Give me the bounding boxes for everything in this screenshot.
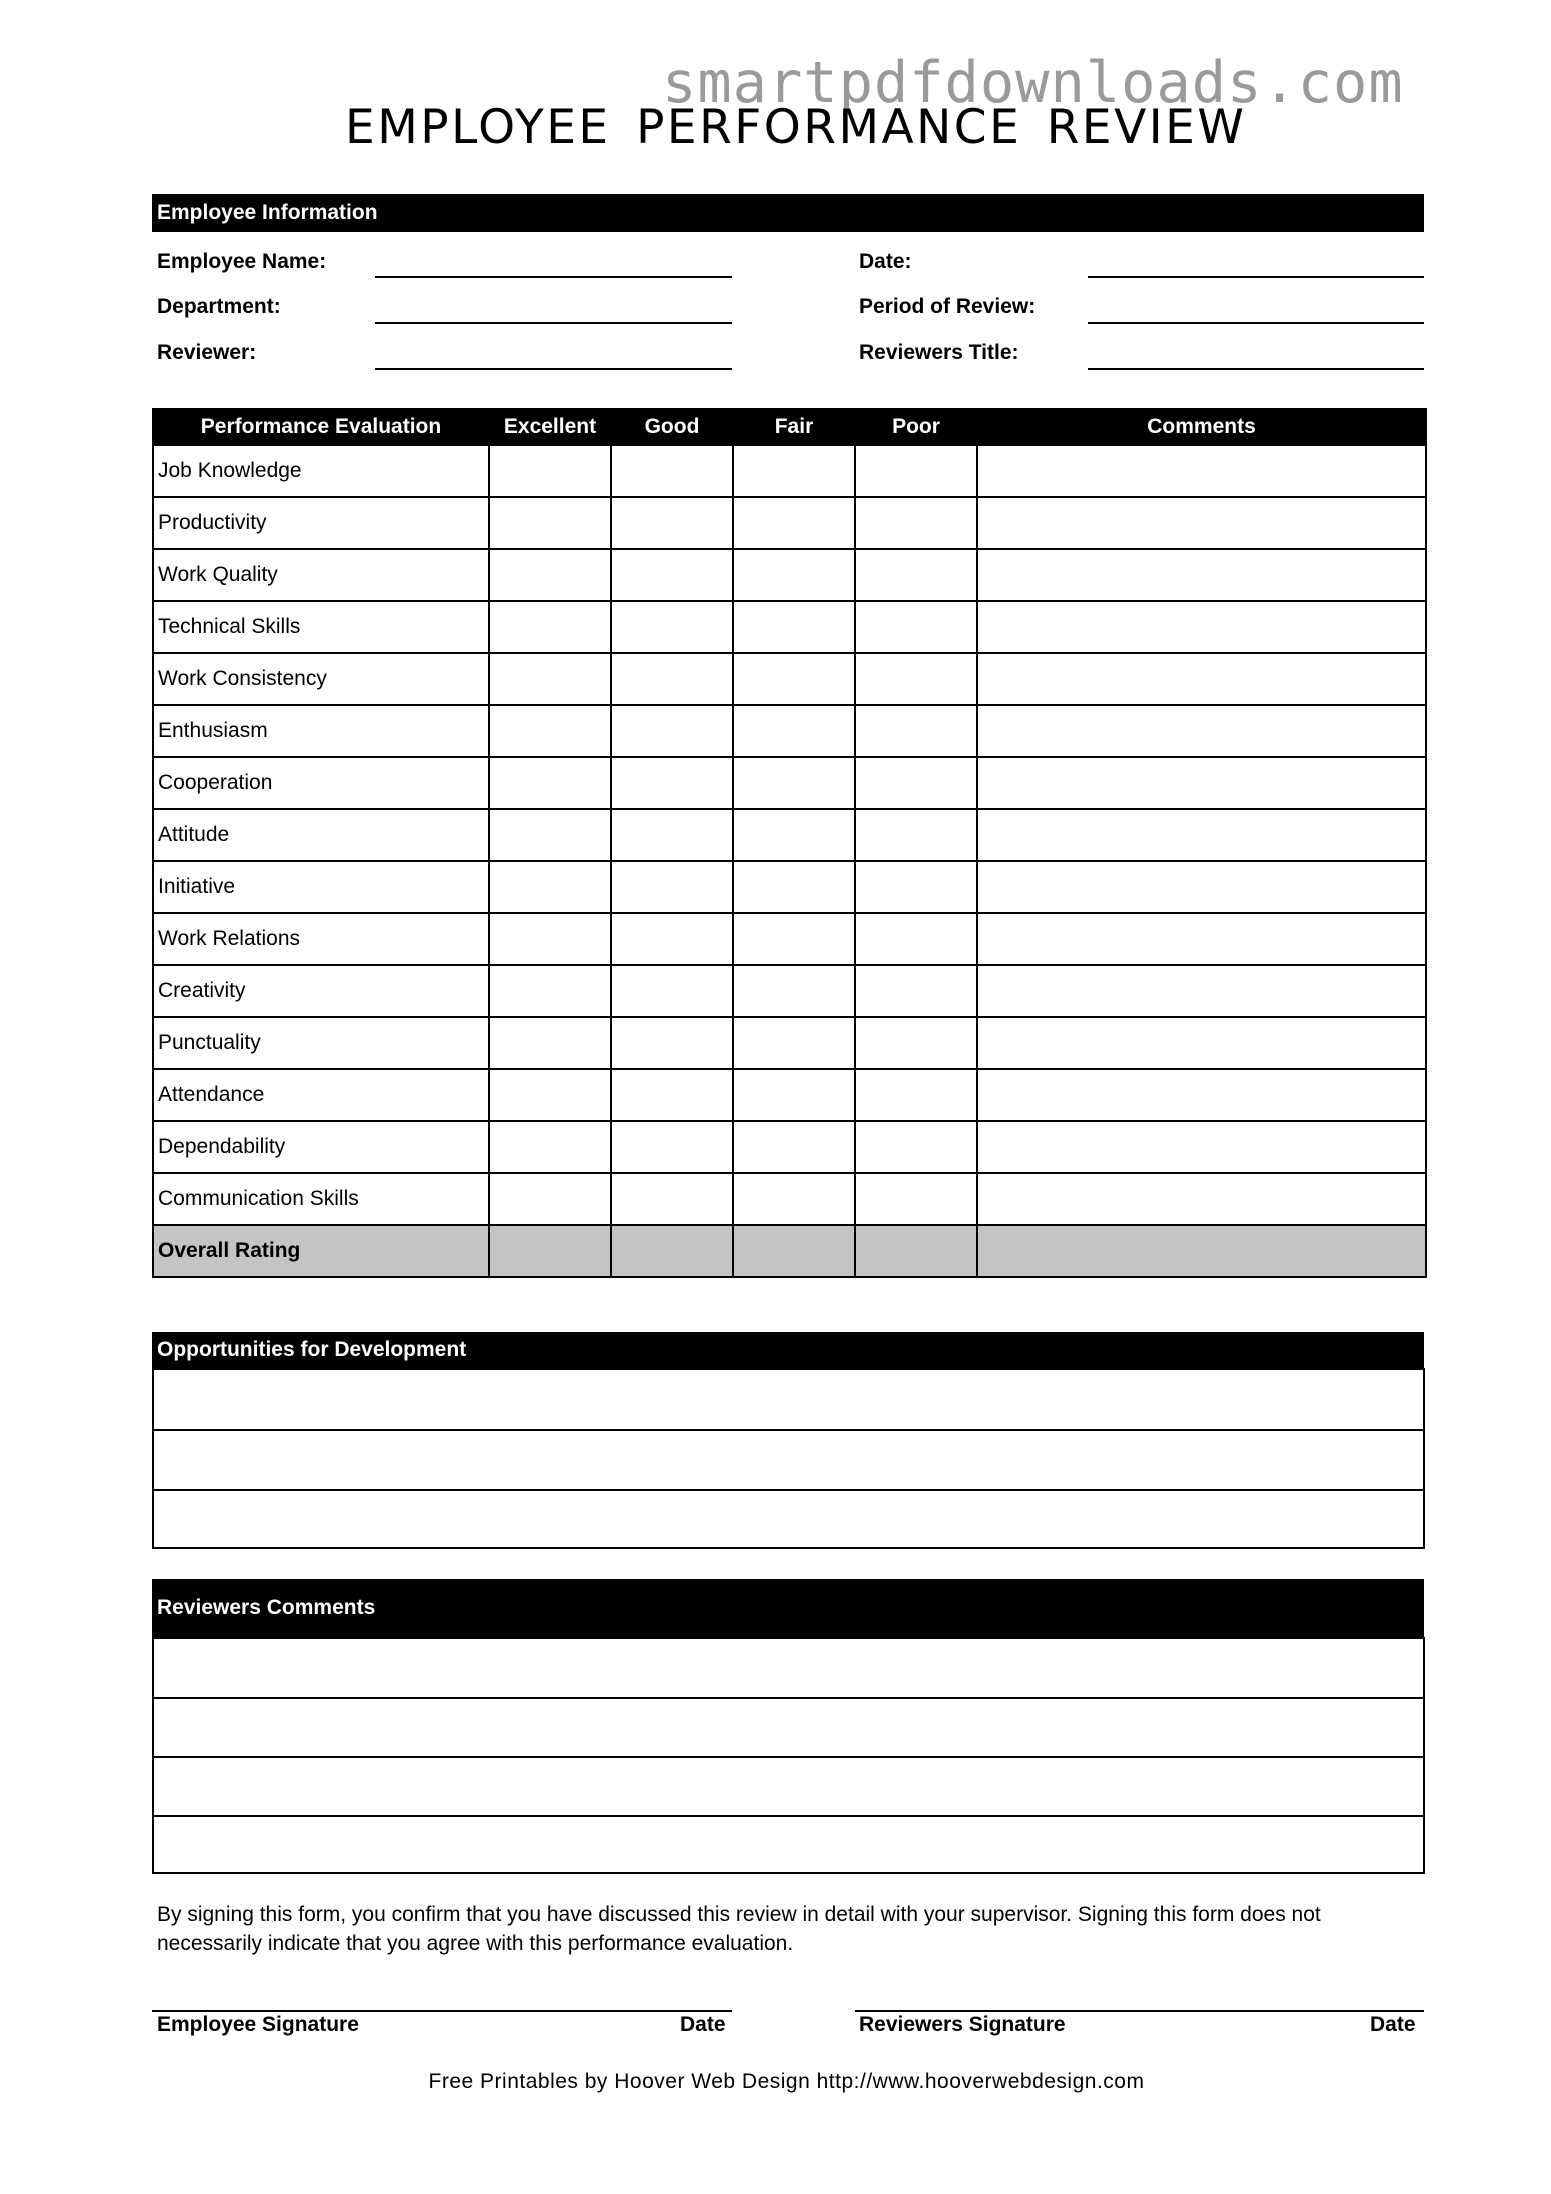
criterion-label: Dependability (153, 1121, 489, 1173)
fair-rating-cell[interactable] (733, 653, 855, 705)
criterion-label: Technical Skills (153, 601, 489, 653)
employee-signature-line[interactable] (152, 2010, 732, 2012)
fair-rating-cell[interactable] (733, 445, 855, 497)
fair-rating-cell[interactable] (733, 861, 855, 913)
fair-rating-cell[interactable] (733, 549, 855, 601)
comments-rating-cell[interactable] (977, 653, 1426, 705)
performance-evaluation-table (152, 408, 1427, 1278)
fair-rating-cell[interactable] (733, 1173, 855, 1225)
table-row (153, 1121, 1426, 1173)
development-header: Opportunities for Development (152, 1332, 1424, 1368)
good-rating-cell[interactable] (611, 913, 733, 965)
table-row (153, 653, 1426, 705)
comments-rating-cell[interactable] (977, 705, 1426, 757)
date-label: Date: (859, 250, 912, 273)
excellent-rating-cell[interactable] (489, 861, 611, 913)
reviewer-comment-line[interactable] (154, 1639, 1423, 1697)
comments-rating-cell[interactable] (977, 757, 1426, 809)
reviewer-comments-box (152, 1637, 1425, 1874)
excellent-rating-cell[interactable] (489, 653, 611, 705)
excellent-rating-cell[interactable] (489, 1017, 611, 1069)
excellent-rating-cell[interactable] (489, 445, 611, 497)
good-rating-cell[interactable] (611, 1173, 733, 1225)
table-header-row (153, 409, 1426, 445)
poor-rating-cell[interactable] (855, 1069, 977, 1121)
page-title: EMPLOYEE PERFORMANCE REVIEW (345, 100, 1247, 155)
excellent-rating-cell[interactable] (489, 497, 611, 549)
reviewer-field[interactable] (375, 368, 732, 370)
overall-rating-row (153, 1225, 1426, 1277)
excellent-rating-cell[interactable] (489, 757, 611, 809)
period-of-review-label: Period of Review: (859, 295, 1036, 318)
employee-name-field[interactable] (375, 276, 732, 278)
comments-rating-cell[interactable] (977, 913, 1426, 965)
excellent-rating-cell[interactable] (489, 1173, 611, 1225)
comments-rating-cell[interactable] (977, 445, 1426, 497)
table-row (153, 1017, 1426, 1069)
good-rating-cell[interactable] (611, 1069, 733, 1121)
poor-rating-cell[interactable] (855, 601, 977, 653)
comments-rating-cell[interactable] (977, 497, 1426, 549)
poor-rating-cell[interactable] (855, 1121, 977, 1173)
excellent-rating-cell[interactable] (489, 913, 611, 965)
reviewer-comments-header: Reviewers Comments (152, 1579, 1424, 1637)
reviewer-comment-line[interactable] (154, 1815, 1423, 1872)
fair-rating-cell[interactable] (733, 809, 855, 861)
poor-rating-cell[interactable] (855, 1017, 977, 1069)
table-row (153, 965, 1426, 1017)
fair-rating-cell[interactable] (733, 757, 855, 809)
excellent-rating-cell[interactable] (489, 809, 611, 861)
fair-rating-cell[interactable] (733, 1069, 855, 1121)
criterion-label: Enthusiasm (153, 705, 489, 757)
reviewer-date-label: Date (1370, 2013, 1416, 2036)
department-label: Department: (157, 295, 281, 318)
excellent-rating-cell[interactable] (489, 601, 611, 653)
comments-rating-cell[interactable] (977, 965, 1426, 1017)
comments-rating-cell[interactable] (977, 1121, 1426, 1173)
comments-rating-cell[interactable] (977, 861, 1426, 913)
column-header-excellent: Excellent (489, 409, 611, 445)
development-line[interactable] (154, 1370, 1423, 1429)
overall-excellent-cell[interactable] (489, 1225, 611, 1277)
overall-rating-label: Overall Rating (153, 1225, 489, 1277)
good-rating-cell[interactable] (611, 705, 733, 757)
good-rating-cell[interactable] (611, 445, 733, 497)
table-row (153, 705, 1426, 757)
poor-rating-cell[interactable] (855, 705, 977, 757)
table-row (153, 601, 1426, 653)
development-line[interactable] (154, 1489, 1423, 1547)
criterion-label: Job Knowledge (153, 445, 489, 497)
excellent-rating-cell[interactable] (489, 965, 611, 1017)
development-box (152, 1368, 1425, 1549)
fair-rating-cell[interactable] (733, 601, 855, 653)
fair-rating-cell[interactable] (733, 1017, 855, 1069)
criterion-label: Initiative (153, 861, 489, 913)
overall-good-cell[interactable] (611, 1225, 733, 1277)
column-header-comments: Comments (977, 409, 1426, 445)
poor-rating-cell[interactable] (855, 861, 977, 913)
good-rating-cell[interactable] (611, 549, 733, 601)
period-of-review-field[interactable] (1088, 322, 1424, 324)
footer-credit: Free Printables by Hoover Web Design http://www.hooverwebdesign.com (428, 2070, 1145, 2093)
criterion-label: Punctuality (153, 1017, 489, 1069)
reviewers-title-field[interactable] (1088, 368, 1424, 370)
poor-rating-cell[interactable] (855, 757, 977, 809)
table-row (153, 1069, 1426, 1121)
poor-rating-cell[interactable] (855, 965, 977, 1017)
table-row (153, 445, 1426, 497)
criterion-label: Creativity (153, 965, 489, 1017)
fair-rating-cell[interactable] (733, 913, 855, 965)
excellent-rating-cell[interactable] (489, 549, 611, 601)
reviewer-comment-line[interactable] (154, 1697, 1423, 1756)
good-rating-cell[interactable] (611, 1017, 733, 1069)
employee-info-header: Employee Information (152, 194, 1424, 232)
comments-rating-cell[interactable] (977, 809, 1426, 861)
reviewer-signature-label: Reviewers Signature (859, 2013, 1066, 2036)
column-header-good: Good (611, 409, 733, 445)
good-rating-cell[interactable] (611, 1121, 733, 1173)
criterion-label: Productivity (153, 497, 489, 549)
table-row (153, 1173, 1426, 1225)
development-line[interactable] (154, 1429, 1423, 1489)
employee-date-label: Date (680, 2013, 726, 2036)
signing-statement: By signing this form, you confirm that you have discussed this review in detail with your supervisor. Signing this form does not necessarily indicate that you agree with this performance evaluation. (157, 1903, 1321, 1955)
comments-rating-cell[interactable] (977, 1017, 1426, 1069)
criterion-label: Attendance (153, 1069, 489, 1121)
table-row (153, 809, 1426, 861)
poor-rating-cell[interactable] (855, 549, 977, 601)
employee-signature-label: Employee Signature (157, 2013, 359, 2036)
table-row (153, 913, 1426, 965)
criterion-label: Communication Skills (153, 1173, 489, 1225)
watermark: smartpdfdownloads.com (662, 50, 1404, 116)
good-rating-cell[interactable] (611, 965, 733, 1017)
comments-rating-cell[interactable] (977, 1173, 1426, 1225)
table-row (153, 861, 1426, 913)
poor-rating-cell[interactable] (855, 1173, 977, 1225)
poor-rating-cell[interactable] (855, 913, 977, 965)
reviewer-signature-line[interactable] (855, 2010, 1424, 2012)
fair-rating-cell[interactable] (733, 497, 855, 549)
reviewer-label: Reviewer: (157, 341, 257, 364)
column-header-evaluation: Performance Evaluation (153, 409, 489, 445)
reviewers-title-label: Reviewers Title: (859, 341, 1019, 364)
fair-rating-cell[interactable] (733, 705, 855, 757)
criterion-label: Work Quality (153, 549, 489, 601)
overall-fair-cell[interactable] (733, 1225, 855, 1277)
fair-rating-cell[interactable] (733, 1121, 855, 1173)
comments-rating-cell[interactable] (977, 1069, 1426, 1121)
employee-name-label: Employee Name: (157, 250, 327, 273)
criterion-label: Attitude (153, 809, 489, 861)
criterion-label: Work Relations (153, 913, 489, 965)
good-rating-cell[interactable] (611, 861, 733, 913)
table-row (153, 549, 1426, 601)
good-rating-cell[interactable] (611, 653, 733, 705)
criterion-label: Cooperation (153, 757, 489, 809)
column-header-fair: Fair (733, 409, 855, 445)
good-rating-cell[interactable] (611, 497, 733, 549)
comments-rating-cell[interactable] (977, 601, 1426, 653)
department-field[interactable] (375, 322, 732, 324)
poor-rating-cell[interactable] (855, 445, 977, 497)
criterion-label: Work Consistency (153, 653, 489, 705)
fair-rating-cell[interactable] (733, 965, 855, 1017)
good-rating-cell[interactable] (611, 601, 733, 653)
poor-rating-cell[interactable] (855, 497, 977, 549)
table-row (153, 757, 1426, 809)
excellent-rating-cell[interactable] (489, 1121, 611, 1173)
overall-poor-cell[interactable] (855, 1225, 977, 1277)
poor-rating-cell[interactable] (855, 809, 977, 861)
good-rating-cell[interactable] (611, 809, 733, 861)
excellent-rating-cell[interactable] (489, 1069, 611, 1121)
overall-comments-cell[interactable] (977, 1225, 1426, 1277)
date-field[interactable] (1088, 276, 1424, 278)
comments-rating-cell[interactable] (977, 549, 1426, 601)
excellent-rating-cell[interactable] (489, 705, 611, 757)
reviewer-comment-line[interactable] (154, 1756, 1423, 1815)
table-row (153, 497, 1426, 549)
column-header-poor: Poor (855, 409, 977, 445)
poor-rating-cell[interactable] (855, 653, 977, 705)
good-rating-cell[interactable] (611, 757, 733, 809)
